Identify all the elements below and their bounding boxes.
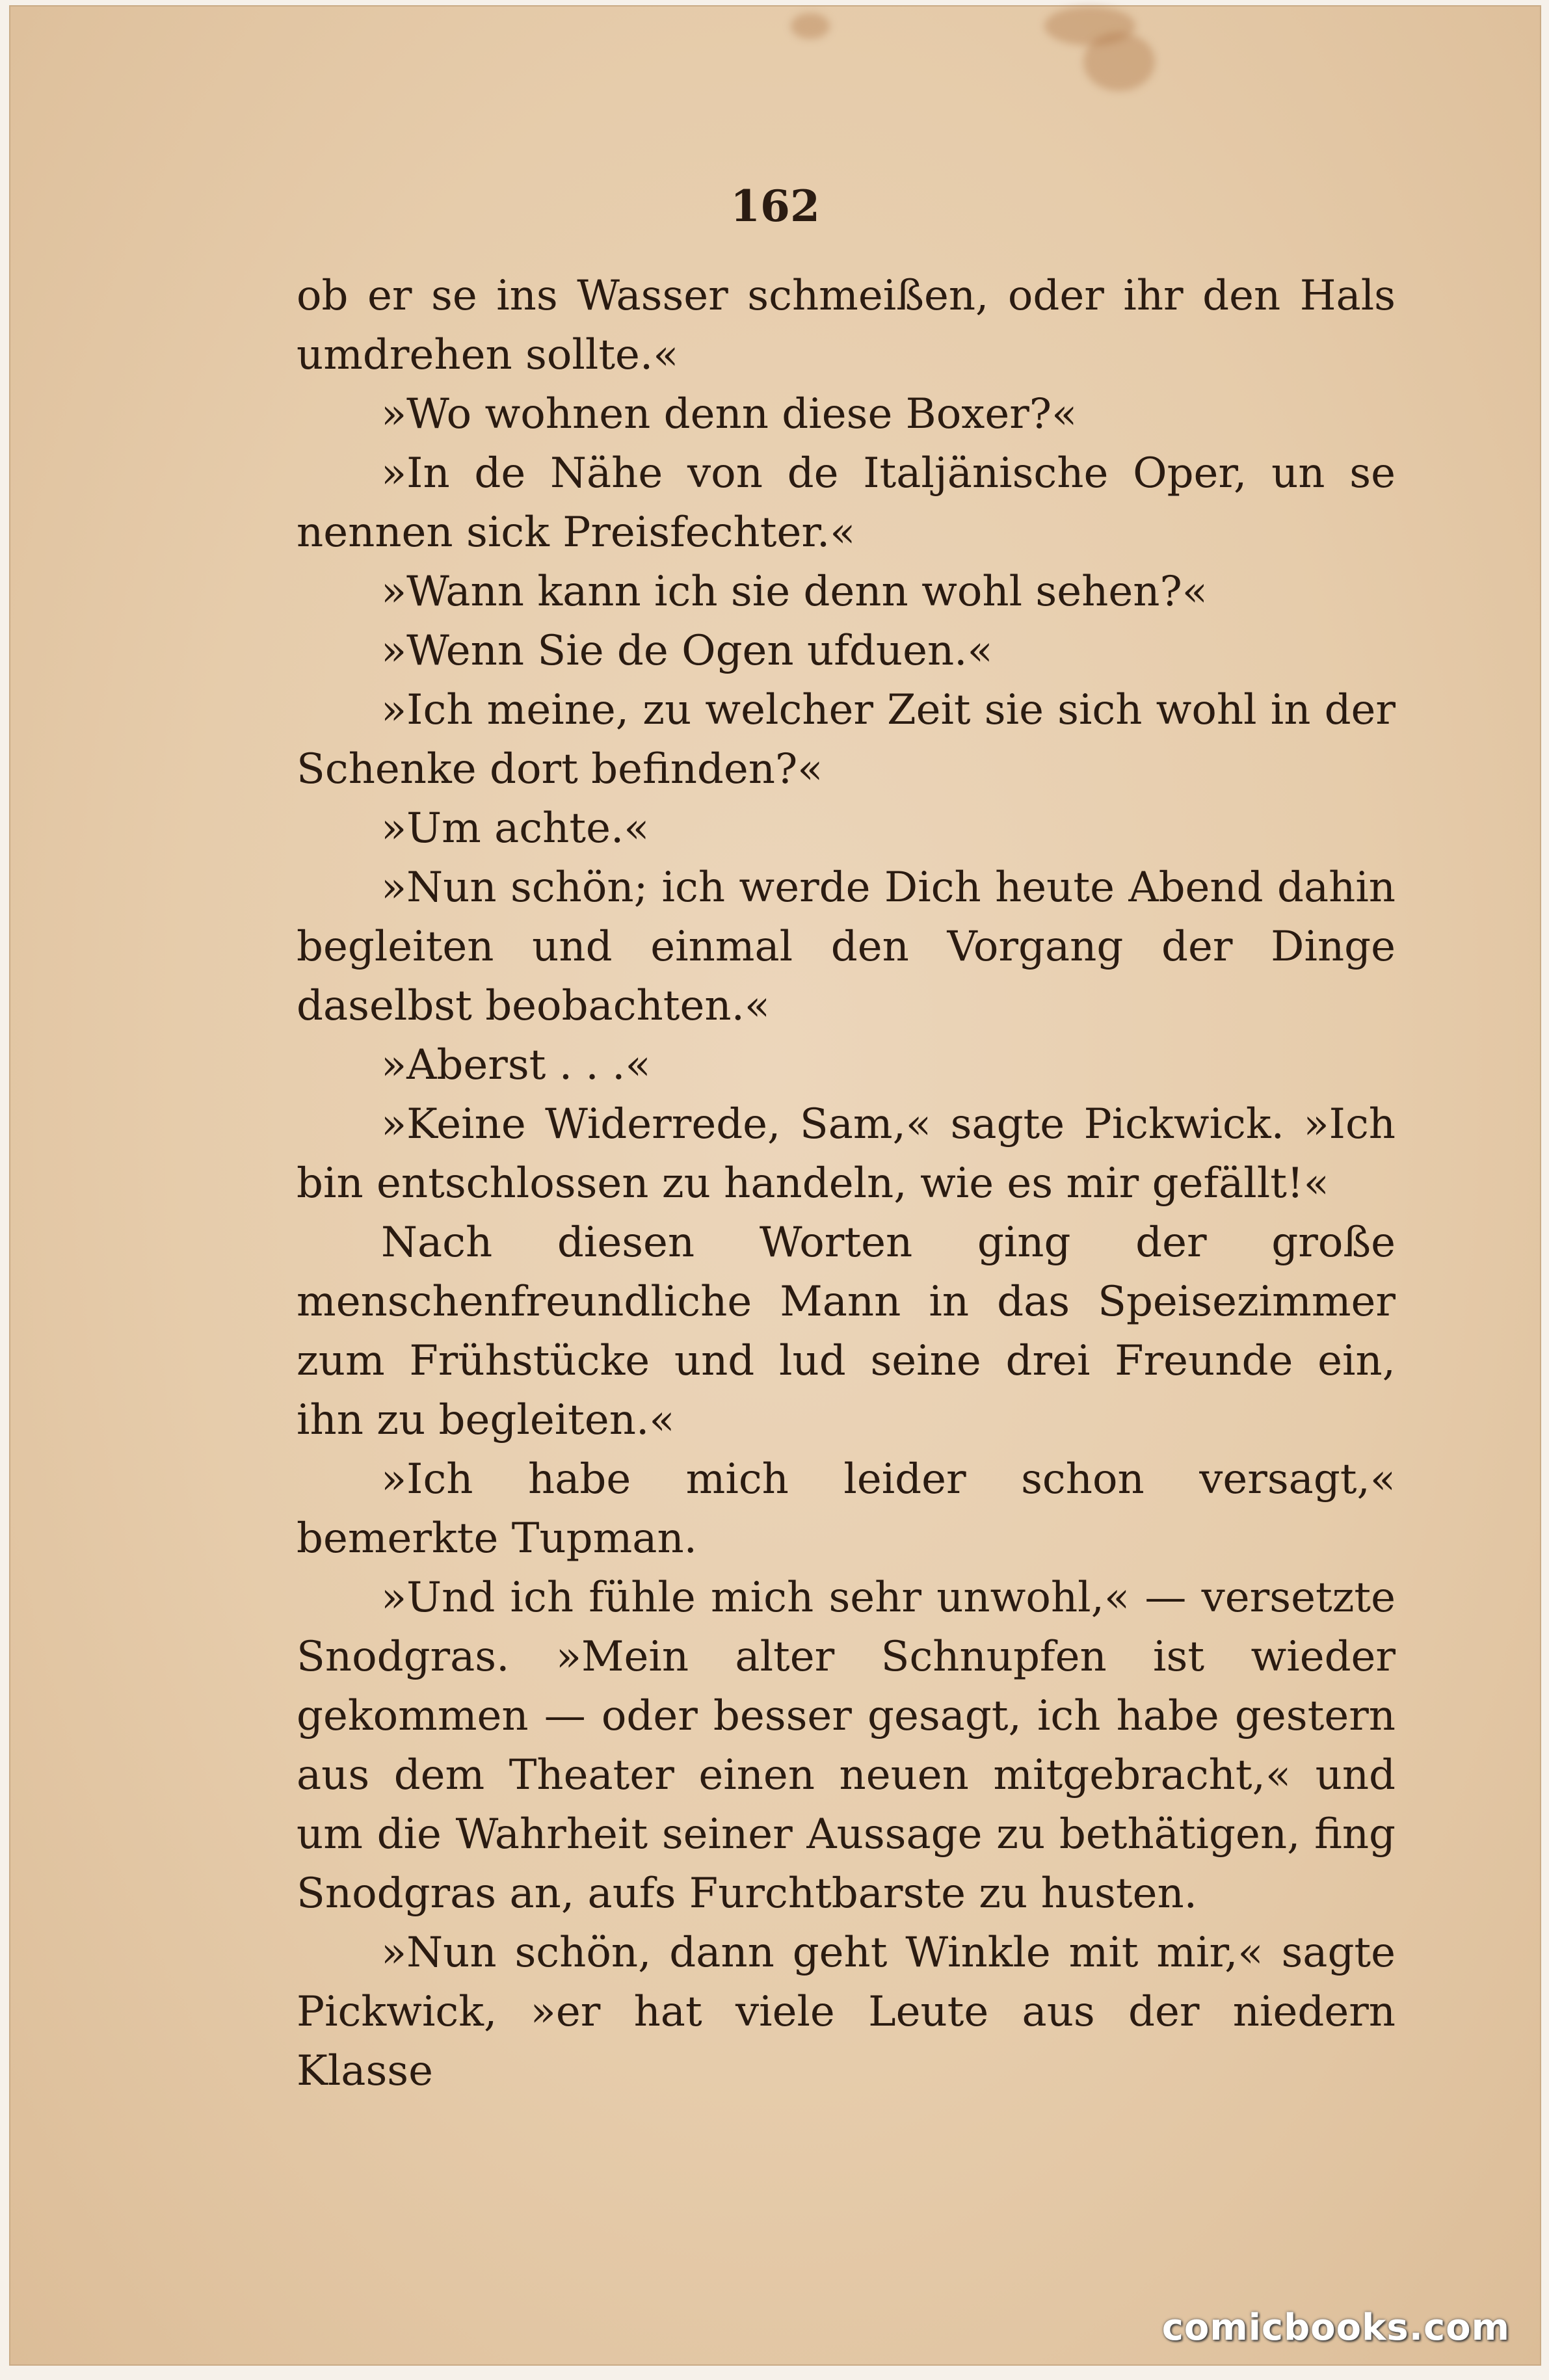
paragraph: »Wann kann ich sie denn wohl sehen?«: [381, 568, 1208, 616]
paragraph: »Ich meine, zu welcher Zeit sie sich wohl in der Schenke dort befinden?«: [297, 686, 1396, 793]
paragraph: »Ich habe mich leider schon versagt,« bemerkte Tupman.: [297, 1455, 1396, 1563]
paper-stain: [1083, 33, 1155, 91]
watermark: comicbooks.com: [1161, 2307, 1510, 2349]
paragraph: »Nun schön; ich werde Dich heute Abend dahin begleiten und einmal den Vorgang der Dinge daselbst beobachten.«: [297, 864, 1396, 1030]
paragraph: ob er se ins Wasser schmeißen, oder ihr den Hals umdrehen sollte.«: [297, 272, 1396, 379]
paragraph: »Aberst . . .«: [381, 1041, 651, 1089]
paper-stain: [791, 13, 830, 39]
paragraph: »Wo wohnen denn diese Boxer?«: [381, 390, 1078, 438]
paragraph: Nach diesen Worten ging der große menschenfreundliche Mann in das Speisezimmer zum Frühstücke und lud seine drei Freunde ein, ihn zu begleiten.«: [297, 1219, 1396, 1444]
paragraph: »Um achte.«: [381, 804, 650, 853]
paragraph: »Wenn Sie de Ogen ufduen.«: [381, 627, 993, 675]
paragraph: »In de Nähe von de Italjänische Oper, un se nennen sick Preisfechter.«: [297, 449, 1396, 557]
paragraph: »Und ich fühle mich sehr unwohl,« — versetzte Snodgras. »Mein alter Schnupfen ist wieder gekommen — oder besser gesagt, ich habe gestern aus dem Theater einen neuen mitgebracht,« und um die Wahrheit seiner Aussage zu bethätigen, fing Snodgras an, aufs Furchtbarste zu husten.: [297, 1574, 1396, 1918]
book-page: [9, 5, 1541, 2366]
paragraph: »Keine Widerrede, Sam,« sagte Pickwick. »Ich bin entschlossen zu handeln, wie es mir gefällt!«: [297, 1100, 1396, 1208]
page-number: 162: [730, 181, 820, 231]
paragraph: »Nun schön, dann geht Winkle mit mir,« sagte Pickwick, »er hat viele Leute aus der niedern Klasse: [297, 1929, 1396, 2095]
body-text: [297, 267, 1396, 2101]
